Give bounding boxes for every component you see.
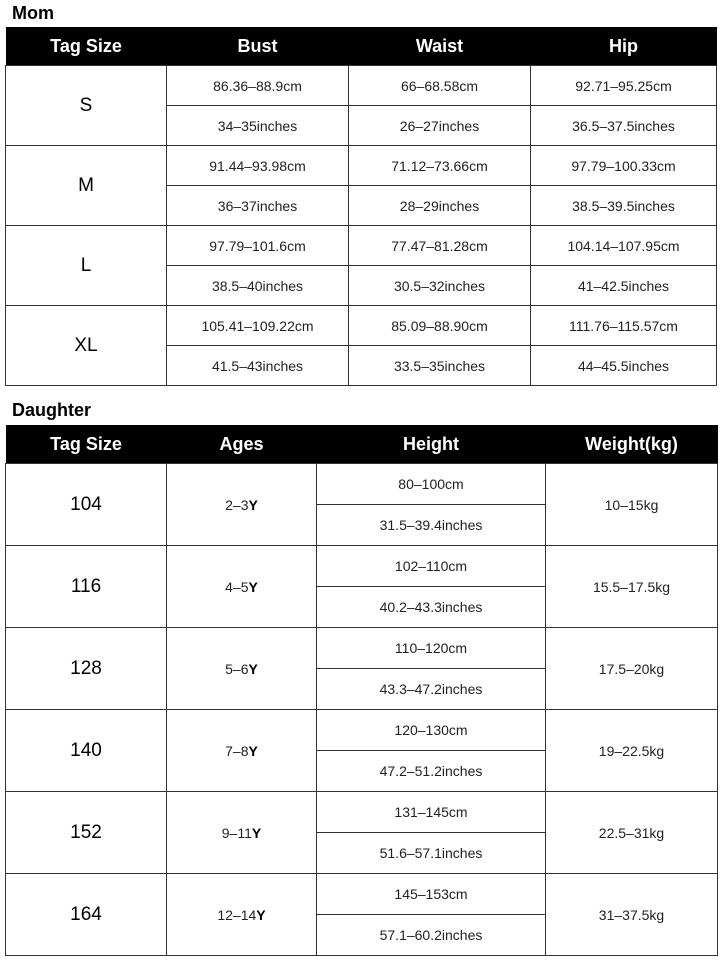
weight-cell: 15.5–17.5kg bbox=[546, 546, 718, 628]
age-cell bbox=[167, 546, 317, 628]
waist-inches-cell: 30.5–32inches bbox=[349, 266, 531, 306]
height-cm-cell: 131–145cm bbox=[317, 792, 546, 833]
waist-inches-cell: 28–29inches bbox=[349, 186, 531, 226]
waist-cm-cell: 71.12–73.66cm bbox=[349, 146, 531, 186]
bust-inches-cell: 38.5–40inches bbox=[167, 266, 349, 306]
size-cell: 152 bbox=[6, 792, 167, 874]
hip-cm-cell: 92.71–95.25cm bbox=[531, 66, 717, 106]
waist-cm-cell: 77.47–81.28cm bbox=[349, 226, 531, 266]
age-cell bbox=[167, 628, 317, 710]
height-inches-cell: 40.2–43.3inches bbox=[317, 587, 546, 628]
age-value: 12–14 bbox=[217, 906, 257, 923]
size-cell: XL bbox=[6, 306, 167, 386]
hip-cm-cell: 104.14–107.95cm bbox=[531, 226, 717, 266]
age-unit: Y bbox=[248, 742, 258, 759]
table-row bbox=[6, 146, 717, 186]
age-unit: Y bbox=[248, 660, 258, 677]
age-cell bbox=[167, 792, 317, 874]
height-cm-cell: 102–110cm bbox=[317, 546, 546, 587]
hip-inches-cell: 44–45.5inches bbox=[531, 346, 717, 386]
age-cell bbox=[167, 874, 317, 956]
hip-inches-cell: 38.5–39.5inches bbox=[531, 186, 717, 226]
weight-cell: 31–37.5kg bbox=[546, 874, 718, 956]
waist-cm-cell: 66–68.58cm bbox=[349, 66, 531, 106]
table-row bbox=[6, 226, 717, 266]
hip-inches-cell: 41–42.5inches bbox=[531, 266, 717, 306]
daughter-header-weight: Weight(kg) bbox=[546, 425, 718, 464]
age-unit: Y bbox=[251, 824, 262, 841]
size-cell: L bbox=[6, 226, 167, 306]
table-row bbox=[6, 464, 718, 505]
size-cell: 116 bbox=[6, 546, 167, 628]
age-value: 4–5 bbox=[225, 578, 249, 595]
size-cell: 104 bbox=[6, 464, 167, 546]
table-row bbox=[6, 66, 717, 106]
table-row bbox=[6, 710, 718, 751]
daughter-section-title: Daughter bbox=[12, 400, 92, 420]
hip-cm-cell: 97.79–100.33cm bbox=[531, 146, 717, 186]
height-inches-cell: 47.2–51.2inches bbox=[317, 751, 546, 792]
height-inches-cell: 43.3–47.2inches bbox=[317, 669, 546, 710]
table-row bbox=[6, 546, 718, 587]
mom-header-waist: Waist bbox=[349, 27, 531, 66]
size-cell: 164 bbox=[6, 874, 167, 956]
weight-cell: 10–15kg bbox=[546, 464, 718, 546]
bust-inches-cell: 41.5–43inches bbox=[167, 346, 349, 386]
waist-inches-cell: 26–27inches bbox=[349, 106, 531, 146]
age-value: 2–3 bbox=[225, 496, 249, 513]
bust-cm-cell: 86.36–88.9cm bbox=[167, 66, 349, 106]
daughter-header-height: Height bbox=[317, 425, 546, 464]
mom-size-table bbox=[5, 27, 717, 386]
mom-header-hip: Hip bbox=[531, 27, 717, 66]
age-unit: Y bbox=[248, 496, 258, 513]
table-row bbox=[6, 306, 717, 346]
height-cm-cell: 145–153cm bbox=[317, 874, 546, 915]
age-cell bbox=[167, 710, 317, 792]
height-inches-cell: 57.1–60.2inches bbox=[317, 915, 546, 956]
weight-cell: 19–22.5kg bbox=[546, 710, 718, 792]
age-unit: Y bbox=[248, 578, 258, 595]
weight-cell: 22.5–31kg bbox=[546, 792, 718, 874]
daughter-header-row bbox=[6, 425, 718, 464]
height-cm-cell: 110–120cm bbox=[317, 628, 546, 669]
age-cell bbox=[167, 464, 317, 546]
height-inches-cell: 31.5–39.4inches bbox=[317, 505, 546, 546]
size-cell: 140 bbox=[6, 710, 167, 792]
age-value: 7–8 bbox=[225, 742, 249, 759]
hip-inches-cell: 36.5–37.5inches bbox=[531, 106, 717, 146]
weight-cell: 17.5–20kg bbox=[546, 628, 718, 710]
height-cm-cell: 120–130cm bbox=[317, 710, 546, 751]
bust-inches-cell: 36–37inches bbox=[167, 186, 349, 226]
waist-inches-cell: 33.5–35inches bbox=[349, 346, 531, 386]
age-value: 5–6 bbox=[225, 660, 249, 677]
age-unit: Y bbox=[256, 906, 266, 923]
size-cell: 128 bbox=[6, 628, 167, 710]
bust-cm-cell: 105.41–109.22cm bbox=[167, 306, 349, 346]
bust-inches-cell: 34–35inches bbox=[167, 106, 349, 146]
bust-cm-cell: 91.44–93.98cm bbox=[167, 146, 349, 186]
age-value: 9–11 bbox=[221, 824, 252, 841]
hip-cm-cell: 111.76–115.57cm bbox=[531, 306, 717, 346]
table-row bbox=[6, 628, 718, 669]
waist-cm-cell: 85.09–88.90cm bbox=[349, 306, 531, 346]
size-cell: S bbox=[6, 66, 167, 146]
mom-section-title: Mom bbox=[12, 3, 54, 23]
size-cell: M bbox=[6, 146, 167, 226]
table-row bbox=[6, 792, 718, 833]
bust-cm-cell: 97.79–101.6cm bbox=[167, 226, 349, 266]
height-inches-cell: 51.6–57.1inches bbox=[317, 833, 546, 874]
mom-header-bust: Bust bbox=[167, 27, 349, 66]
daughter-size-table bbox=[5, 425, 718, 956]
daughter-header-tag-size: Tag Size bbox=[6, 425, 167, 464]
height-cm-cell: 80–100cm bbox=[317, 464, 546, 505]
mom-header-row bbox=[6, 27, 717, 66]
mom-header-tag-size: Tag Size bbox=[6, 27, 167, 66]
daughter-header-ages: Ages bbox=[167, 425, 317, 464]
table-row bbox=[6, 874, 718, 915]
